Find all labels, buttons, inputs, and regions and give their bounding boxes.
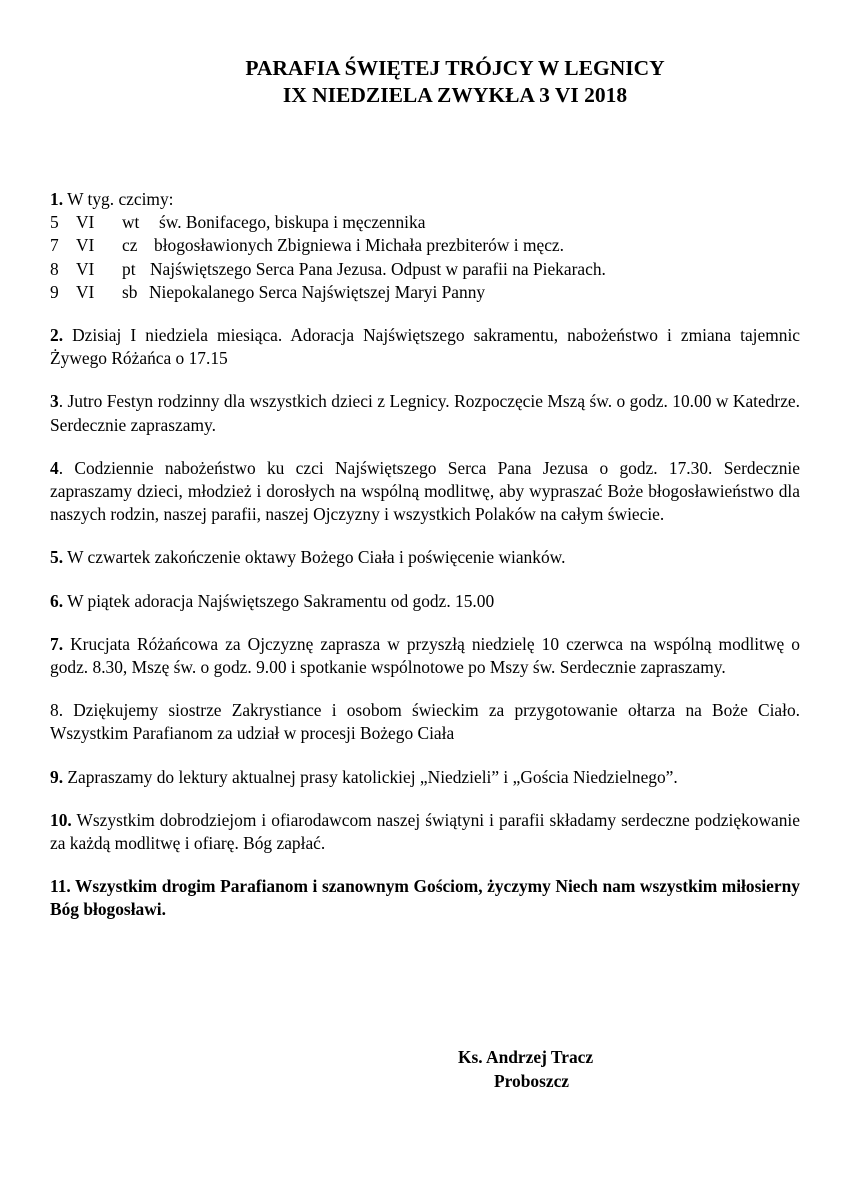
item-text: . Codziennie nabożeństwo ku czci Najświętszego Serca Pana Jezusa o godz. 17.30. Serdecznie zapraszamy dzieci, młodzież i dorosłych na wspólną modlitwę, aby wypraszać Boże błogosławieństwo dla naszych rodzin, naszej parafii, naszej Ojczyzny i wszystkich Polaków na całym świecie. bbox=[50, 457, 800, 525]
row-month: VI bbox=[76, 258, 95, 279]
row-desc: Najświętszego Serca Pana Jezusa. Odpust w parafii na Piekarach. bbox=[150, 258, 606, 279]
row-month: VI bbox=[76, 212, 95, 233]
item-number: 1. bbox=[50, 189, 64, 209]
row-desc: św. Bonifacego, biskupa i męczennika bbox=[159, 212, 426, 233]
item-number: 5. bbox=[50, 547, 64, 568]
announcements bbox=[50, 188, 800, 922]
item-number: 2. bbox=[50, 325, 64, 346]
row-day: 8 bbox=[50, 258, 59, 279]
calendar-row bbox=[50, 281, 800, 304]
item-number: 4 bbox=[50, 457, 59, 478]
item-text: . Jutro Festyn rodzinny dla wszystkich dzieci z Legnicy. Rozpoczęcie Mszą św. o godz. 10.00 w Katedrze. Serdecznie zapraszamy. bbox=[50, 391, 800, 435]
item-text: Wszystkim dobrodziejom i ofiarodawcom naszej świątyni i parafii składamy serdeczne podziękowanie za każdą modlitwę i ofiarę. Bóg zapłać. bbox=[50, 809, 800, 854]
announcement-3 bbox=[50, 390, 800, 436]
announcement-9 bbox=[50, 766, 800, 789]
announcement-11 bbox=[50, 875, 800, 921]
announcement-2 bbox=[50, 324, 800, 370]
announcement-8 bbox=[50, 699, 800, 745]
item-text: W tyg. czcimy: bbox=[63, 189, 174, 209]
item-number: 6. bbox=[50, 590, 64, 611]
calendar-row bbox=[50, 234, 800, 257]
signature-role: Proboszcz bbox=[494, 1071, 570, 1091]
item-text: Dzisiaj I niedziela miesiąca. Adoracja Najświętszego sakramentu, nabożeństwo i zmiana tajemnic Żywego Różańca o 17.15 bbox=[50, 325, 800, 369]
announcement-10 bbox=[50, 809, 800, 855]
announcement-7 bbox=[50, 633, 800, 679]
row-day: 7 bbox=[50, 235, 59, 256]
item-number: 7. bbox=[50, 633, 64, 654]
item-number: 3 bbox=[50, 391, 59, 412]
item-number: 9. bbox=[50, 766, 64, 787]
item-text: Krucjata Różańcowa za Ojczyznę zaprasza w przyszłą niedzielę 10 czerwca na wspólną modlitwę o godz. 8.30, Mszę św. o godz. 9.00 i spotkanie wspólnotowe po Mszy św. Serdecznie zapraszamy. bbox=[50, 633, 800, 678]
page-title: PARAFIA ŚWIĘTEJ TRÓJCY W LEGNICY bbox=[245, 56, 665, 80]
announcement-1 bbox=[50, 188, 800, 211]
row-month: VI bbox=[76, 235, 95, 256]
item-text: 8. Dziękujemy siostrze Zakrystiance i osobom świeckim za przygotowanie ołtarza na Boże Ciało. Wszystkim Parafianom za udział w procesji Bożego Ciała bbox=[50, 700, 800, 744]
item-number: 10. bbox=[50, 809, 72, 830]
announcement-6 bbox=[50, 590, 800, 613]
announcement-5 bbox=[50, 546, 800, 569]
item-text: 11. Wszystkim drogim Parafianom i szanownym Gościom, życzymy Niech nam wszystkim miłosierny Bóg błogosławi. bbox=[50, 876, 800, 920]
calendar-row bbox=[50, 258, 800, 281]
row-day: 9 bbox=[50, 281, 59, 302]
announcement-4 bbox=[50, 457, 800, 527]
row-weekday: wt bbox=[122, 212, 140, 233]
item-text: W piątek adoracja Najświętszego Sakramentu od godz. 15.00 bbox=[63, 590, 495, 611]
item-text: Zapraszamy do lektury aktualnej prasy katolickiej „Niedzieli” i „Gościa Niedzielnego”. bbox=[63, 766, 678, 787]
row-weekday: pt bbox=[122, 258, 136, 279]
row-day: 5 bbox=[50, 212, 59, 233]
row-month: VI bbox=[76, 281, 95, 302]
signature-name: Ks. Andrzej Tracz bbox=[458, 1047, 594, 1067]
row-desc: błogosławionych Zbigniewa i Michała prezbiterów i męcz. bbox=[154, 235, 564, 256]
row-desc: Niepokalanego Serca Najświętszej Maryi Panny bbox=[149, 281, 486, 302]
item-text: W czwartek zakończenie oktawy Bożego Ciała i poświęcenie wianków. bbox=[63, 547, 566, 568]
row-weekday: sb bbox=[122, 281, 138, 302]
page-subtitle: IX NIEDZIELA ZWYKŁA 3 VI 2018 bbox=[282, 83, 628, 107]
row-weekday: cz bbox=[122, 235, 138, 256]
calendar-row bbox=[50, 211, 800, 234]
